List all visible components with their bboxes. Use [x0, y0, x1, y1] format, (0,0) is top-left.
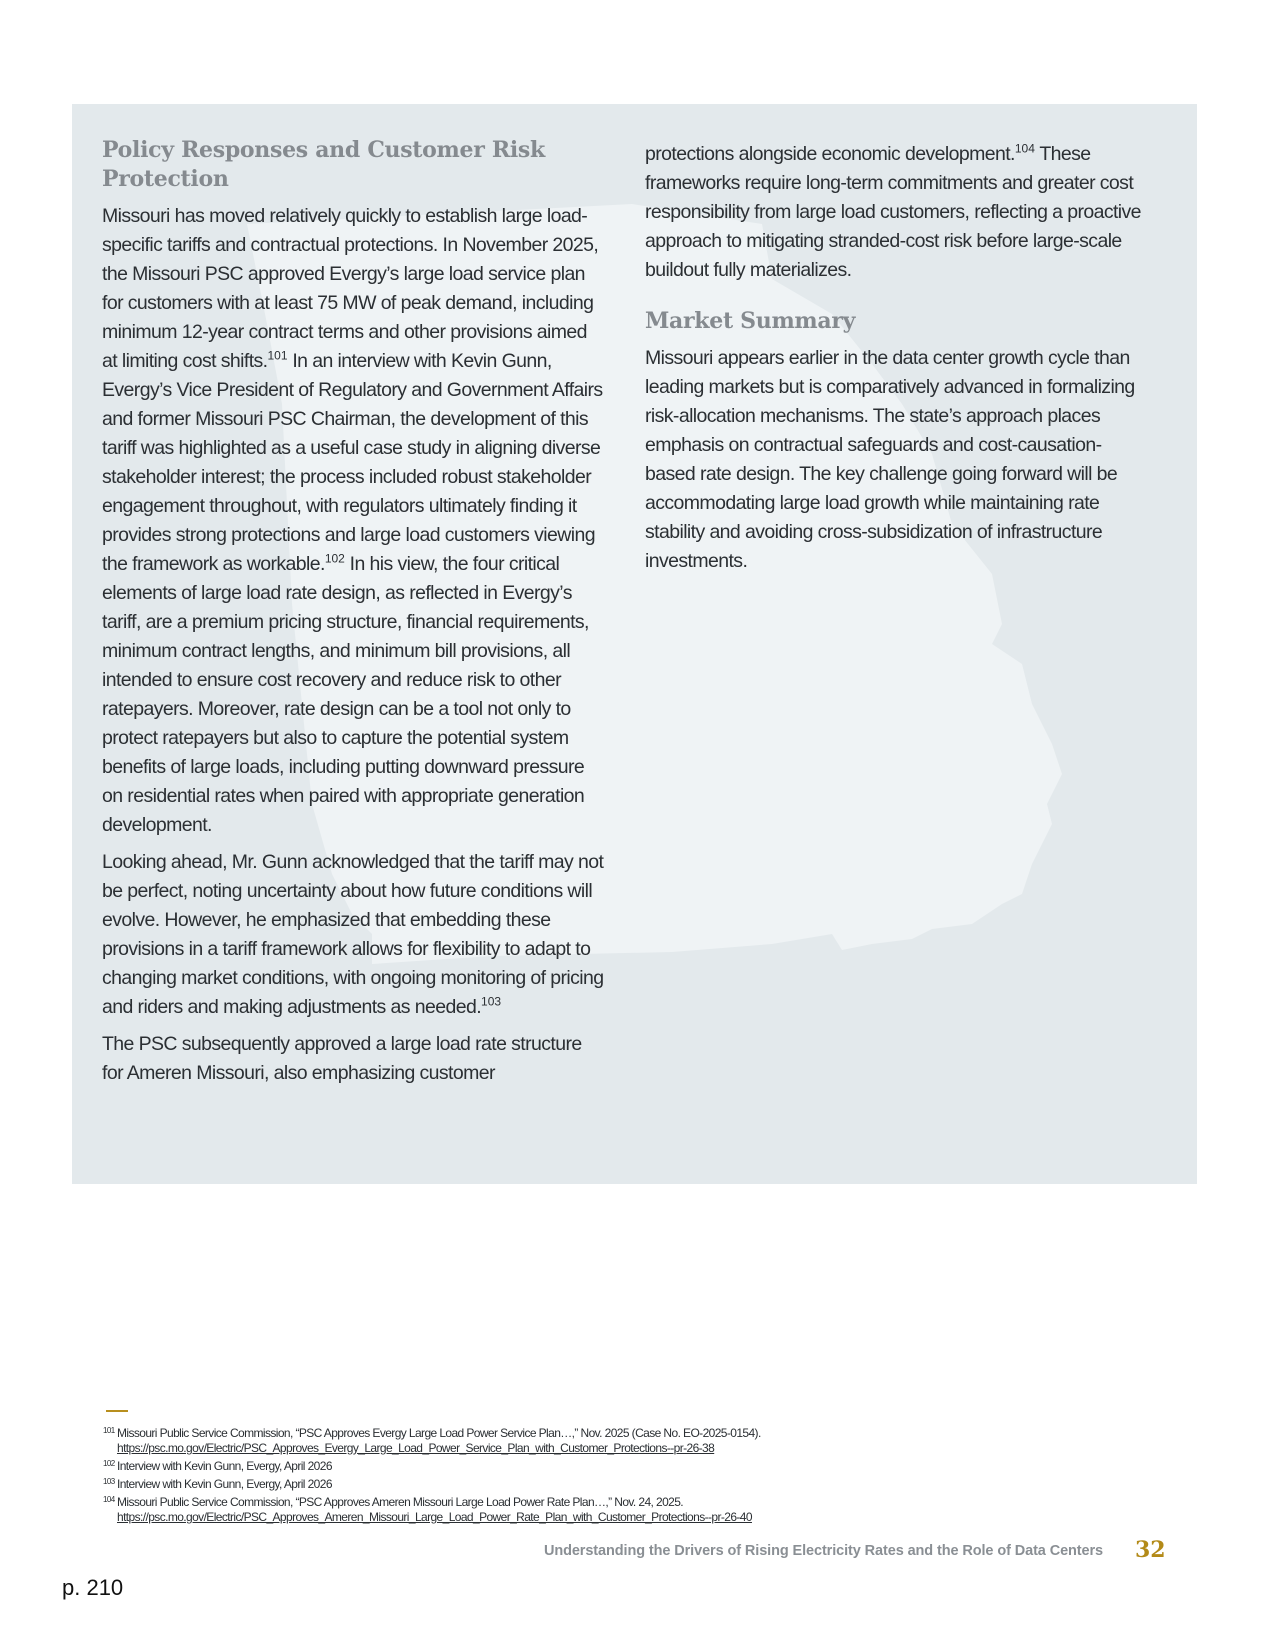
footnote-103: 103 Interview with Kevin Gunn, Evergy, April 2026: [103, 1477, 332, 1491]
footnote-101: 101 Missouri Public Service Commission, “PSC Approves Evergy Large Load Power Service Plan…,” Nov. 2025 (Case No. EO-2025-0154). https://psc.mo.gov/Electric/PSC_Approves_Evergy_Large_Load_Power_Service_Plan_with_Customer_Protections--pr-26-38: [103, 1426, 761, 1455]
footnote-divider: [106, 1410, 128, 1412]
footnotes: [103, 1426, 1183, 1528]
paragraph-looking-ahead: Looking ahead, Mr. Gunn acknowledged that the tariff may not be perfect, noting uncertainty about how future conditions will evolve. However, he emphasized that embedding these provisions in a tariff framework allows for flexibility to adapt to changing market conditions, with ongoing monitoring of pricing and riders and making adjustments as needed.$^{103}$: [102, 851, 604, 1018]
running-footer-title: Understanding the Drivers of Rising Electricity Rates and the Role of Data Centers: [543, 1543, 1103, 1559]
footnote-ref-104[interactable]: 104: [1014, 141, 1035, 156]
footnote-ref-101[interactable]: 101: [267, 348, 288, 363]
content-panel: [72, 104, 1197, 1184]
footnote-101-link[interactable]: https://psc.mo.gov/Electric/PSC_Approves_Evergy_Large_Load_Power_Service_Plan_with_Customer_Protections--pr-26-38: [117, 1441, 715, 1455]
page-label: p. 210: [62, 1575, 124, 1600]
footnote-102: 102 Interview with Kevin Gunn, Evergy, April 2026: [103, 1459, 332, 1473]
page-number: 32: [1135, 1537, 1166, 1563]
paragraph-ameren: The PSC subsequently approved a large load rate structure for Ameren Missouri, also emphasizing customer: [102, 1033, 582, 1084]
paragraph-continuation: protections alongside economic development.$^{104}$ These frameworks require long-term commitments and greater cost responsibility from large load customers, reflecting a proactive approach to mitigating stranded-cost risk before large-scale buildout fully materializes.: [645, 141, 1141, 281]
footnote-ref-103[interactable]: 103: [481, 994, 502, 1009]
footnote-104: 104 Missouri Public Service Commission, “PSC Approves Ameren Missouri Large Load Power Rate Plan…,” Nov. 24, 2025. https://psc.mo.gov/Electric/PSC_Approves_Ameren_Missouri_Large_Load_Power_Rate_Plan_with_Customer_Protections--pr-26-40: [103, 1495, 752, 1524]
paragraph-market-summary: Missouri appears earlier in the data center growth cycle than leading markets but is comparatively advanced in formalizing risk-allocation mechanisms. The state’s approach places emphasis on contractual safeguards and cost-causation-based rate design. The key challenge going forward will be accommodating large load growth while maintaining rate stability and avoiding cross-subsidization of infrastructure investments.: [645, 347, 1135, 572]
footnote-104-link[interactable]: https://psc.mo.gov/Electric/PSC_Approves_Ameren_Missouri_Large_Load_Power_Rate_Plan_with_Customer_Protections--pr-26-40: [117, 1510, 752, 1524]
section-heading-policy: Policy Responses and Customer Risk Protection: [102, 137, 545, 192]
left-column: [102, 136, 604, 1096]
section-heading-market-summary: Market Summary: [645, 308, 856, 334]
paragraph-evergy-tariff: Missouri has moved relatively quickly to establish large load-specific tariffs and contractual protections. In November 2025, the Missouri PSC approved Evergy’s large load service plan for customers with at least 75 MW of peak demand, including minimum 12-year contract terms and other provisions aimed at limiting cost shifts.$^{101}$ In an interview with Kevin Gunn, Evergy’s Vice President of Regulatory and Government Affairs and former Missouri PSC Chairman, the development of this tariff was highlighted as a useful case study in aligning diverse stakeholder interest; the process included robust stakeholder engagement throughout, with regulators ultimately finding it provides strong protections and large load customers viewing the framework as workable.$^{102}$ In his view, the four critical elements of large load rate design, as reflected in Evergy’s tariff, are a premium pricing structure, financial requirements, minimum contract lengths, and minimum bill provisions, all intended to ensure cost recovery and reduce risk to other ratepayers. Moreover, rate design can be a tool not only to protect ratepayers but also to capture the potential system benefits of large loads, including putting downward pressure on residential rates when paired with appropriate generation development.: [102, 205, 603, 836]
footnote-ref-102[interactable]: 102: [324, 551, 345, 566]
right-column: [645, 140, 1145, 584]
